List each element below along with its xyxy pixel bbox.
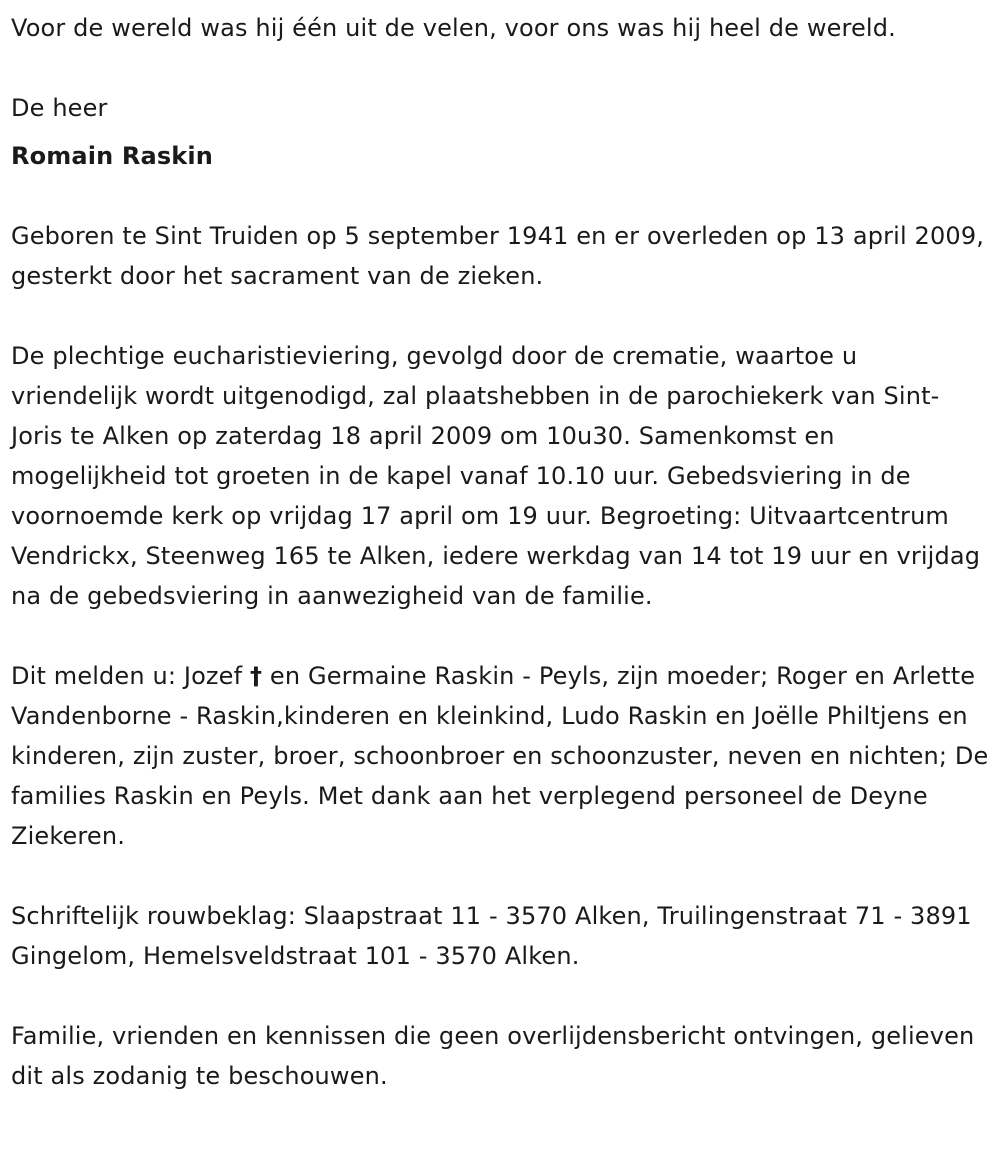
birth-death-paragraph: Geboren te Sint Truiden op 5 september 1941 en er overleden op 13 april 2009, gesterkt door het sacrament van de zieken. xyxy=(11,222,985,290)
announcement-text-part2: en Germaine Raskin - Peyls, zijn moeder; Roger en Arlette Vandenborne - Raskin,kinderen en kleinkind, Ludo Raskin en Joëlle Philtjens en kinderen, zijn zuster, broer, schoonbroer en schoonzuster, neven en nichten; De families Raskin en Peyls. Met dank aan het verplegend personeel de Deyne Ziekeren. xyxy=(11,662,989,850)
title-prefix: De heer xyxy=(11,94,108,122)
cross-icon: † xyxy=(249,662,263,690)
announcement-text-part1: Dit melden u: Jozef xyxy=(11,662,250,690)
condolences-paragraph: Schriftelijk rouwbeklag: Slaapstraat 11 - 3570 Alken, Truilingenstraat 71 - 3891 Gingelom, Hemelsveldstraat 101 - 3570 Alken. xyxy=(11,902,972,970)
deceased-name: Romain Raskin xyxy=(11,142,214,170)
closing-paragraph: Familie, vrienden en kennissen die geen overlijdensbericht ontvingen, gelieven dit als zodanig te beschouwen. xyxy=(11,1022,975,1090)
motto-text: Voor de wereld was hij één uit de velen, voor ons was hij heel de wereld. xyxy=(11,14,896,42)
ceremony-paragraph: De plechtige eucharistieviering, gevolgd door de crematie, waartoe u vriendelijk wordt uitgenodigd, zal plaatshebben in de parochiekerk van Sint-Joris te Alken op zaterdag 18 april 2009 om 10u30. Samenkomst en mogelijkheid tot groeten in de kapel vanaf 10.10 uur. Gebedsviering in de voornoemde kerk op vrijdag 17 april om 19 uur. Begroeting: Uitvaartcentrum Vendrickx, Steenweg 165 te Alken, iedere werkdag van 14 tot 19 uur en vrijdag na de gebedsviering in aanwezigheid van de familie. xyxy=(11,342,981,610)
obituary-document xyxy=(11,8,991,1096)
announcement-paragraph xyxy=(11,656,991,856)
